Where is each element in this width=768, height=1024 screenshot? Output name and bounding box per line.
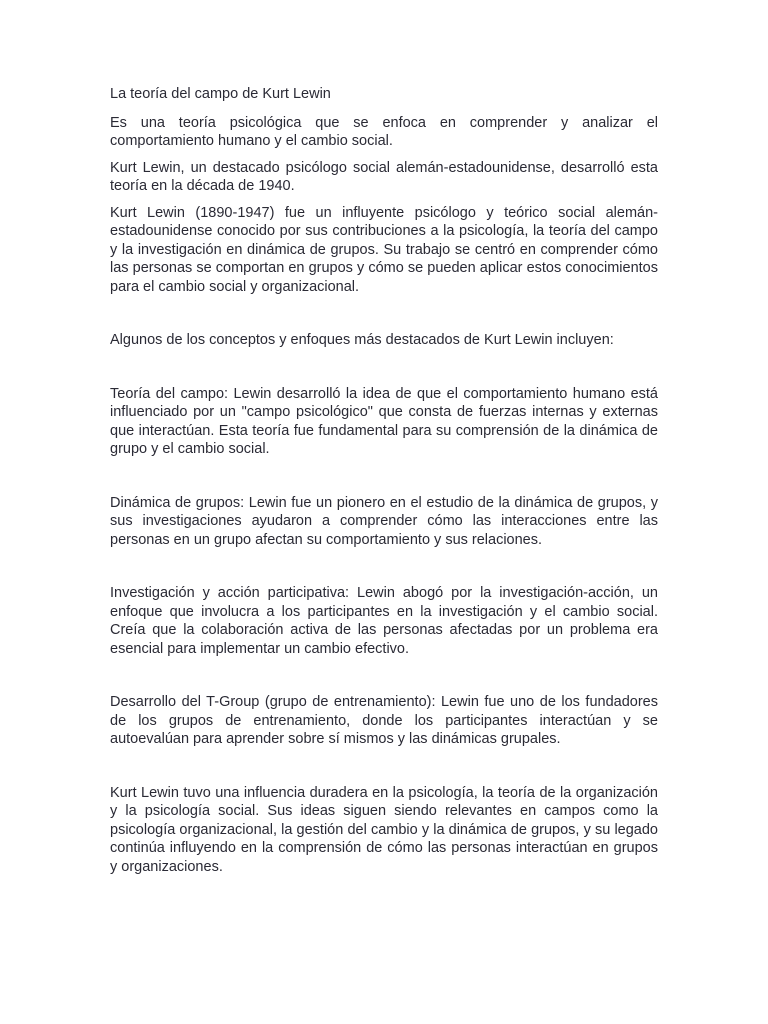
spacer [110, 658, 658, 693]
paragraph-group-dynamics: Dinámica de grupos: Lewin fue un pionero en el estudio de la dinámica de grupos, y sus investigaciones ayudaron a comprender cómo las interacciones entre las personas en un grupo afectan su comportamiento y sus relaciones. [110, 494, 658, 548]
spacer [110, 151, 658, 159]
document-title: La teoría del campo de Kurt Lewin [110, 86, 331, 102]
spacer [110, 296, 658, 331]
paragraph-field-theory: Teoría del campo: Lewin desarrolló la idea de que el comportamiento humano está influenciado por un "campo psicológico" que consta de fuerzas internas y externas que interactúan. Esta teoría fue fundamental para su comprensión de la dinámica de grupo y el cambio social. [110, 385, 658, 457]
document-page [110, 85, 658, 876]
spacer [110, 350, 658, 385]
paragraph-t-group: Desarrollo del T-Group (grupo de entrenamiento): Lewin fue uno de los fundadores de los grupos de entrenamiento, donde los participantes interactúan y se autoevalúan para aprender sobre sí mismos y las dinámicas grupales. [110, 694, 658, 747]
spacer [110, 749, 658, 784]
paragraph-concepts-intro: Algunos de los conceptos y enfoques más destacados de Kurt Lewin incluyen: [110, 332, 614, 348]
paragraph-origin: Kurt Lewin, un destacado psicólogo social alemán-estadounidense, desarrolló esta teoría en la década de 1940. [110, 159, 658, 194]
paragraph-legacy: Kurt Lewin tuvo una influencia duradera en la psicología, la teoría de la organización y la psicología social. Sus ideas siguen siendo relevantes en campos como la psicología organizacional, la gestión del cambio y la dinámica de grupos, y su legado continúa influyendo en la comprensión de cómo las personas interactúan en grupos y organizaciones. [110, 784, 658, 875]
paragraph-biography: Kurt Lewin (1890-1947) fue un influyente psicólogo y teórico social alemán-estadounidense conocido por sus contribuciones a la psicología, la teoría del campo y la investigación en dinámica de grupos. Su trabajo se centró en comprender cómo las personas se comportan en grupos y cómo se pueden aplicar estos conocimientos para el cambio social y organizacional. [110, 204, 658, 295]
paragraph-action-research: Investigación y acción participativa: Lewin abogó por la investigación-acción, un enfoque que involucra a los participantes en la investigación y el cambio social. Creía que la colaboración activa de las personas afectadas por un problema era esencial para implementar un cambio efectivo. [110, 585, 658, 657]
spacer [110, 549, 658, 584]
spacer [110, 459, 658, 494]
spacer [110, 196, 658, 204]
paragraph-definition: Es una teoría psicológica que se enfoca en comprender y analizar el comportamiento humano y el cambio social. [110, 114, 658, 149]
